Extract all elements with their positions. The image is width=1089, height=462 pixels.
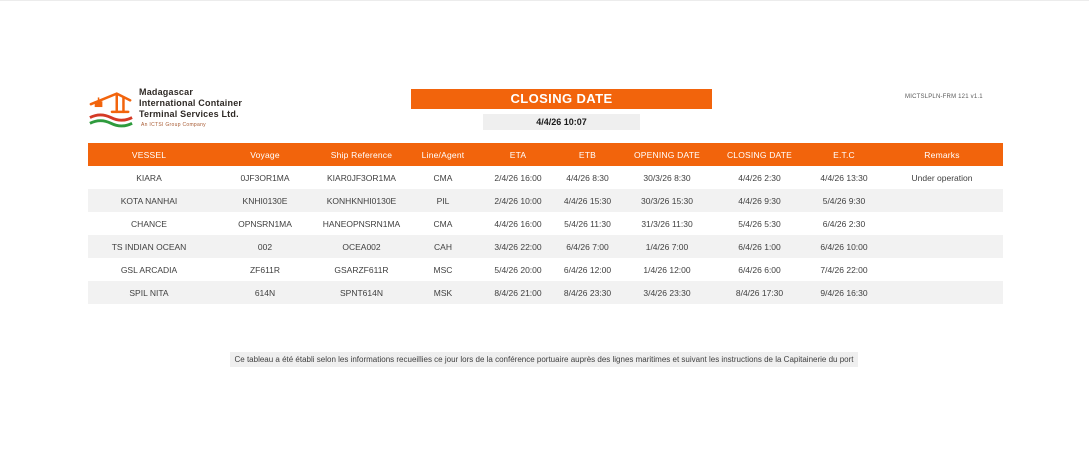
table-cell: MSK [433, 287, 453, 298]
crane-and-waves-icon [88, 87, 134, 129]
column-header: Line/Agent [421, 149, 465, 160]
table-header-row [88, 143, 1003, 166]
table-cell: CMA [433, 218, 453, 229]
table-row [88, 212, 1003, 235]
table-cell: 4/4/26 2:30 [738, 172, 781, 183]
table-cell: KONHKNHI0130E [326, 195, 397, 206]
table-cell: 5/4/26 9:30 [822, 195, 866, 206]
table-cell: 2/4/26 10:00 [494, 195, 542, 206]
table-cell: 8/4/26 23:30 [563, 287, 612, 298]
column-header: Voyage [250, 149, 280, 160]
table-cell: 6/4/26 1:00 [738, 241, 781, 252]
table-row [88, 189, 1003, 212]
table-cell: GSARZF611R [334, 264, 389, 275]
column-header: ETA [509, 149, 527, 160]
table-cell: KNHI0130E [242, 195, 288, 206]
table-cell: 8/4/26 17:30 [735, 287, 784, 298]
table-cell: HANEOPNSRN1MA [322, 218, 401, 229]
table-cell: 4/4/26 9:30 [738, 195, 781, 206]
table-cell: CMA [433, 172, 453, 183]
table-row [88, 258, 1003, 281]
table-cell: 3/4/26 23:30 [643, 287, 691, 298]
column-header: E.T.C [833, 149, 855, 160]
table-cell: 7/4/26 22:00 [820, 264, 868, 275]
table-cell: GSL ARCADIA [120, 264, 178, 275]
table-cell: 614N [254, 287, 276, 298]
company-tagline: An ICTSI Group Company [141, 122, 206, 128]
mictsl-logo [88, 87, 242, 129]
table-body [88, 166, 1003, 304]
table-cell: 6/4/26 10:00 [820, 241, 868, 252]
table-cell: 6/4/26 12:00 [563, 264, 612, 275]
table-cell [881, 258, 1003, 281]
column-header: VESSEL [131, 149, 167, 160]
table-cell: CAH [434, 241, 452, 252]
table-cell: 5/4/26 20:00 [494, 264, 542, 275]
table-row [88, 166, 1003, 189]
table-cell: 4/4/26 15:30 [563, 195, 612, 206]
table-cell: 30/3/26 15:30 [641, 195, 693, 206]
table-cell: PIL [436, 195, 450, 206]
table-cell: KIAR0JF3OR1MA [327, 172, 396, 183]
table-cell: 6/4/26 2:30 [822, 218, 866, 229]
table-cell: 0JF3OR1MA [240, 172, 290, 183]
table-cell [881, 189, 1003, 212]
table-cell: 31/3/26 11:30 [641, 218, 693, 229]
company-name-line3: Terminal Services Ltd. [139, 109, 239, 119]
table-cell: TS INDIAN OCEAN [111, 241, 187, 252]
column-header: CLOSING DATE [726, 149, 793, 160]
column-header: Ship Reference [330, 149, 393, 160]
table-cell [881, 235, 1003, 258]
table-cell: 6/4/26 7:00 [566, 241, 609, 252]
table-cell: 5/4/26 5:30 [738, 218, 781, 229]
company-name-block [139, 87, 242, 128]
table-cell: 4/4/26 16:00 [494, 218, 542, 229]
table-cell: MSC [433, 264, 453, 275]
table-cell: 002 [257, 241, 273, 252]
table-cell [881, 281, 1003, 304]
company-name-line1: Madagascar [139, 87, 194, 97]
table-cell: 30/3/26 8:30 [643, 172, 691, 183]
table-cell: KOTA NANHAI [120, 195, 178, 206]
table-row [88, 235, 1003, 258]
company-name-line2: International Container [139, 98, 243, 108]
table-cell: SPNT614N [340, 287, 383, 298]
table-cell: 2/4/26 16:00 [494, 172, 542, 183]
page-title: CLOSING DATE [411, 89, 712, 109]
table-cell: OCEA002 [342, 241, 381, 252]
table-cell: 9/4/26 16:30 [820, 287, 868, 298]
column-header: ETB [578, 149, 597, 160]
vessel-schedule-table [88, 143, 1003, 304]
report-datetime: 4/4/26 10:07 [483, 114, 640, 130]
table-cell: 6/4/26 6:00 [738, 264, 781, 275]
column-header: Remarks [924, 149, 960, 160]
table-cell: 5/4/26 11:30 [564, 218, 611, 229]
table-cell: KIARA [136, 172, 162, 183]
table-cell: SPIL NITA [129, 287, 169, 298]
column-header: OPENING DATE [633, 149, 700, 160]
table-cell: ZF611R [249, 264, 281, 275]
table-cell: 4/4/26 8:30 [566, 172, 609, 183]
table-cell: 1/4/26 7:00 [645, 241, 689, 252]
table-cell: 1/4/26 12:00 [643, 264, 691, 275]
table-cell [881, 212, 1003, 235]
table-row [88, 281, 1003, 304]
document-reference: MICTSLPLN-FRM 121 v1.1 [905, 94, 983, 100]
table-cell: 8/4/26 21:00 [494, 287, 542, 298]
table-cell: CHANCE [131, 218, 167, 229]
table-cell: Under operation [911, 172, 973, 183]
table-cell: OPNSRN1MA [238, 218, 292, 229]
footer-note: Ce tableau a été établi selon les informations recueillies ce jour lors de la conférence portuaire auprès des lignes maritimes et suivant les instructions de la Capitainerie du port [230, 352, 858, 367]
table-cell: 3/4/26 22:00 [494, 241, 542, 252]
table-cell: 4/4/26 13:30 [820, 172, 868, 183]
